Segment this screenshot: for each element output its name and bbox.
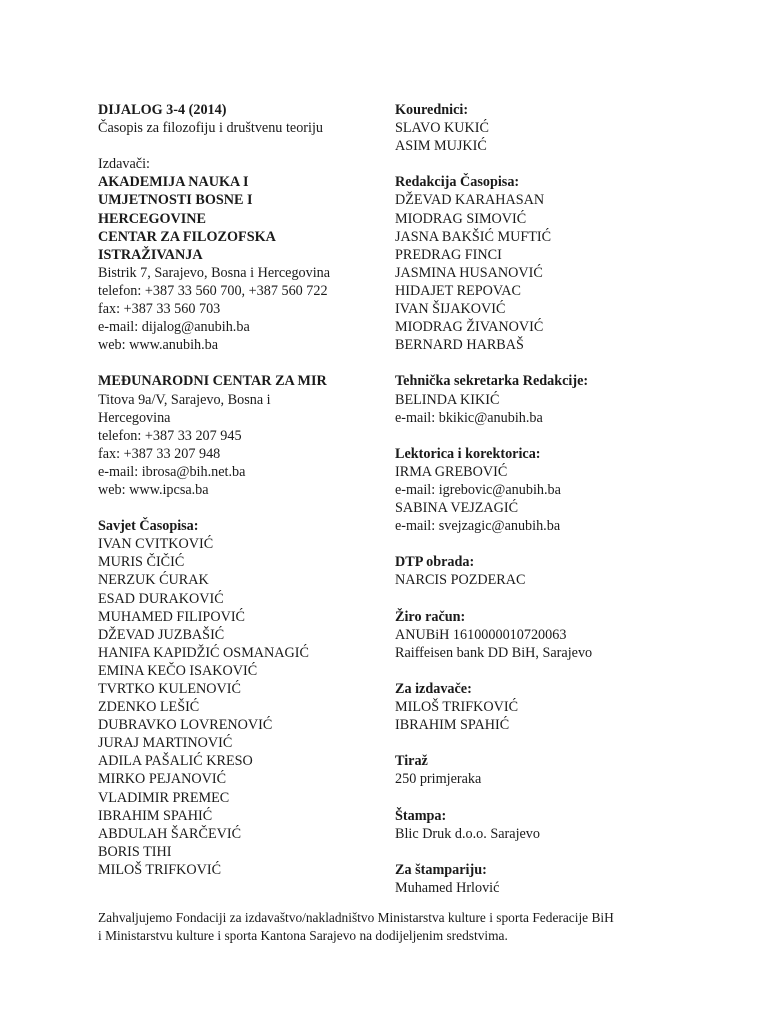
- board-member: DŽEVAD KARAHASAN: [395, 192, 545, 209]
- publisher1-name-line: CENTAR ZA FILOZOFSKA: [98, 228, 276, 245]
- printing-label: Štampa:: [395, 807, 447, 824]
- acknowledgement-line: i Ministarstvu kulture i sporta Kantona Sarajevo na dodijeljenim sredstvima.: [98, 927, 508, 943]
- council-member: MIRKO PEJANOVIĆ: [98, 771, 227, 788]
- print-run-label: Tiraž: [395, 753, 428, 770]
- council-member: ADILA PAŠALIĆ KRESO: [98, 753, 253, 770]
- secretary-name: BELINDA KIKIĆ: [395, 391, 500, 408]
- council-member: MILOŠ TRIFKOVIĆ: [98, 861, 222, 878]
- dtp-label: DTP obrada:: [395, 554, 475, 571]
- publisher1-fax: fax: +387 33 560 703: [98, 301, 221, 318]
- coeditors-label: Kourednici:: [395, 102, 469, 118]
- council-member: MURIS ČIČIĆ: [98, 554, 185, 571]
- council-member: IVAN CVITKOVIĆ: [98, 536, 214, 553]
- proofreader-name: SABINA VEJZAGIĆ: [395, 500, 519, 517]
- publisher2-phone: telefon: +387 33 207 945: [98, 427, 242, 444]
- journal-subtitle: Časopis za filozofiju i društvenu teoriju: [98, 120, 323, 137]
- council-member: ABDULAH ŠARČEVIĆ: [98, 825, 242, 842]
- publisher2-fax: fax: +387 33 207 948: [98, 445, 221, 462]
- secretary-email: e-mail: bkikic@anubih.ba: [395, 409, 543, 426]
- board-member: JASMINA HUSANOVIĆ: [395, 264, 543, 281]
- publisher1-address: Bistrik 7, Sarajevo, Bosna i Hercegovina: [98, 264, 331, 281]
- council-member: IBRAHIM SPAHIĆ: [98, 807, 213, 824]
- publisher2-address-line: Hercegovina: [98, 409, 171, 426]
- proofreading-label: Lektorica i korektorica:: [395, 445, 541, 462]
- for-publishers-label: Za izdavače:: [395, 681, 472, 697]
- council-member: DUBRAVKO LOVRENOVIĆ: [98, 717, 273, 734]
- account-number: ANUBiH 1610000010720063: [395, 626, 567, 643]
- publisher1-email: e-mail: dijalog@anubih.ba: [98, 319, 250, 336]
- publisher1-name-line: AKADEMIJA NAUKA I: [98, 174, 249, 191]
- for-printing-value: Muhamed Hrlović: [395, 880, 500, 897]
- print-run-value: 250 primjeraka: [395, 771, 482, 788]
- account-bank: Raiffeisen bank DD BiH, Sarajevo: [395, 644, 593, 661]
- council-member: ESAD DURAKOVIĆ: [98, 590, 224, 607]
- proofreader-name: IRMA GREBOVIĆ: [395, 463, 508, 480]
- council-member: VLADIMIR PREMEC: [98, 789, 230, 806]
- coeditor-name: SLAVO KUKIĆ: [395, 120, 489, 137]
- board-member: IVAN ŠIJAKOVIĆ: [395, 301, 506, 318]
- council-member: TVRTKO KULENOVIĆ: [98, 681, 241, 697]
- publisher1-phone: telefon: +387 33 560 700, +387 560 722: [98, 282, 328, 299]
- for-publishers-name: MILOŠ TRIFKOVIĆ: [395, 699, 519, 716]
- publisher2-address-line: Titova 9a/V, Sarajevo, Bosna i: [98, 391, 271, 408]
- publisher1-name-line: UMJETNOSTI BOSNE I: [98, 192, 253, 209]
- journal-title: DIJALOG 3-4 (2014): [98, 102, 227, 118]
- dtp-name: NARCIS POZDERAC: [395, 572, 526, 589]
- board-member: MIODRAG ŽIVANOVIĆ: [395, 319, 544, 336]
- council-member: EMINA KEČO ISAKOVIĆ: [98, 662, 258, 679]
- board-member: BERNARD HARBAŠ: [395, 337, 524, 354]
- acknowledgement: [98, 909, 698, 944]
- proofreader-email: e-mail: igrebovic@anubih.ba: [395, 481, 561, 498]
- council-member: ZDENKO LEŠIĆ: [98, 699, 200, 716]
- board-member: MIODRAG SIMOVIĆ: [395, 210, 527, 227]
- publisher2-web: web: www.ipcsa.ba: [98, 481, 209, 498]
- council-label: Savjet Časopisa:: [98, 518, 199, 535]
- board-member: JASNA BAKŠIĆ MUFTIĆ: [395, 228, 552, 245]
- for-printing-label: Za štampariju:: [395, 861, 487, 878]
- publisher2-email: e-mail: ibrosa@bih.net.ba: [98, 463, 246, 480]
- account-label: Žiro račun:: [395, 608, 466, 625]
- council-member: JURAJ MARTINOVIĆ: [98, 735, 233, 752]
- council-member: HANIFA KAPIDŽIĆ OSMANAGIĆ: [98, 644, 309, 661]
- publisher1-name-line: ISTRAŽIVANJA: [98, 246, 203, 263]
- council-member: MUHAMED FILIPOVIĆ: [98, 608, 246, 625]
- board-member: HIDAJET REPOVAC: [395, 282, 521, 299]
- board-label: Redakcija Časopisa:: [395, 174, 520, 191]
- publishers-label: Izdavači:: [98, 156, 150, 173]
- secretary-label: Tehnička sekretarka Redakcije:: [395, 373, 589, 390]
- for-publishers-name: IBRAHIM SPAHIĆ: [395, 717, 510, 734]
- publisher1-name-line: HERCEGOVINE: [98, 210, 206, 227]
- right-column: [395, 101, 695, 897]
- left-column: [98, 101, 388, 879]
- publisher1-web: web: www.anubih.ba: [98, 337, 219, 354]
- council-member: BORIS TIHI: [98, 843, 172, 860]
- council-member: NERZUK ĆURAK: [98, 572, 209, 589]
- council-member: DŽEVAD JUZBAŠIĆ: [98, 626, 225, 643]
- proofreader-email: e-mail: svejzagic@anubih.ba: [395, 518, 561, 535]
- board-member: PREDRAG FINCI: [395, 246, 502, 263]
- printing-value: Blic Druk d.o.o. Sarajevo: [395, 825, 540, 842]
- acknowledgement-line: Zahvaljujemo Fondaciji za izdavaštvo/nakladništvo Ministarstva kulture i sporta Federacije BiH: [98, 910, 614, 925]
- coeditor-name: ASIM MUJKIĆ: [395, 138, 487, 155]
- publisher2-name: MEĐUNARODNI CENTAR ZA MIR: [98, 373, 327, 390]
